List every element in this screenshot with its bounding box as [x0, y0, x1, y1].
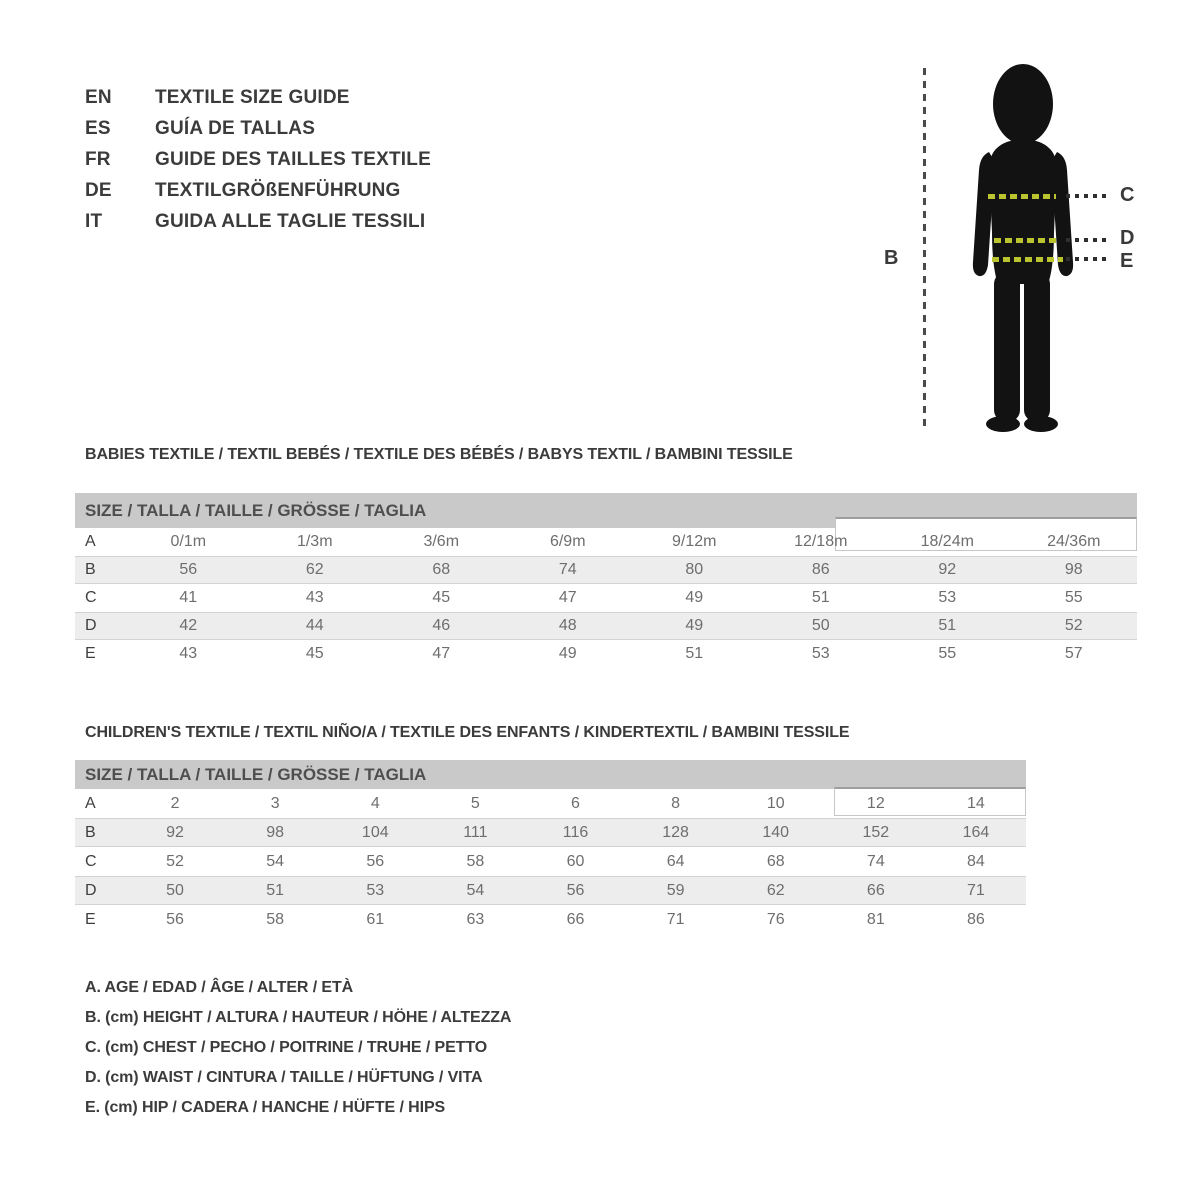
table-cell: 3/6m — [423, 533, 460, 550]
table-cell: 76 — [766, 910, 785, 928]
table-cell: 66 — [566, 910, 585, 928]
table-cell: 47 — [432, 645, 451, 662]
table-body — [75, 528, 1137, 668]
table-cell: 58 — [266, 910, 285, 928]
table-row — [75, 640, 1137, 668]
table-row — [75, 876, 1026, 905]
child-silhouette-icon — [960, 62, 1080, 436]
chest-measure-line — [988, 194, 1056, 199]
language-row-en — [85, 82, 431, 113]
table-cell: 64 — [666, 852, 685, 870]
table-cell: 54 — [266, 852, 285, 870]
table-cell: 56 — [179, 561, 198, 578]
table-cell: 14 — [967, 794, 985, 812]
table-body — [75, 789, 1026, 934]
row-label: D — [85, 617, 97, 634]
table-cell: 61 — [366, 910, 385, 928]
table-cell: 8 — [671, 794, 681, 812]
table-cell: 104 — [361, 823, 389, 841]
table-cell: 116 — [562, 823, 589, 841]
language-title: TEXTILGRÖßENFÜHRUNG — [155, 179, 401, 201]
row-label: E — [85, 910, 96, 928]
row-label: E — [85, 645, 96, 662]
height-dashed-line — [923, 68, 926, 430]
table-cell: 49 — [558, 645, 577, 662]
language-title: GUÍA DE TALLAS — [155, 117, 316, 139]
table-cell: 53 — [811, 645, 830, 662]
table-cell: 86 — [811, 561, 830, 578]
measurement-legend — [85, 973, 511, 1123]
babies-section-title: BABIES TEXTILE / TEXTIL BEBÉS / TEXTILE DES BÉBÉS / BABYS TEXTIL / BAMBINI TESSILE — [85, 446, 793, 463]
table-row — [75, 528, 1137, 556]
table-cell: 5 — [470, 794, 480, 812]
language-row-fr — [85, 144, 431, 175]
table-cell: 51 — [685, 645, 704, 662]
table-cell: 66 — [866, 881, 885, 899]
table-cell: 63 — [466, 910, 485, 928]
legend-height: B. (cm) HEIGHT / ALTURA / HAUTEUR / HÖHE / ALTEZZA — [85, 1009, 512, 1026]
language-title: GUIDE DES TAILLES TEXTILE — [155, 148, 431, 170]
table-cell: 60 — [566, 852, 585, 870]
table-cell: 92 — [166, 823, 184, 841]
table-cell: 12 — [866, 794, 885, 812]
table-cell: 98 — [1064, 561, 1083, 578]
language-code: FR — [85, 148, 111, 170]
legend-chest: C. (cm) CHEST / PECHO / POITRINE / TRUHE / PETTO — [85, 1039, 488, 1056]
table-cell: 152 — [862, 823, 890, 841]
table-cell: 80 — [685, 561, 704, 578]
row-label: B — [85, 823, 96, 841]
waist-measure-line — [994, 238, 1060, 243]
hip-leader-dots — [1066, 257, 1110, 261]
table-cell: 4 — [370, 794, 380, 812]
table-cell: 45 — [432, 589, 451, 606]
chest-label: C — [1120, 184, 1135, 206]
language-code: DE — [85, 179, 112, 201]
table-cell: 49 — [685, 617, 704, 634]
legend-age: A. AGE / EDAD / ÂGE / ALTER / ETÀ — [85, 979, 354, 996]
table-cell: 68 — [766, 852, 785, 870]
table-cell: 92 — [938, 561, 957, 578]
table-cell: 51 — [938, 617, 957, 634]
table-cell: 56 — [166, 910, 184, 928]
row-label: A — [85, 794, 96, 812]
table-cell: 42 — [179, 617, 198, 634]
children-size-table — [75, 760, 1026, 934]
language-list — [85, 82, 431, 237]
table-cell: 71 — [967, 881, 985, 899]
table-row — [75, 847, 1026, 876]
hip-measure-line — [992, 257, 1063, 262]
table-cell: 47 — [558, 589, 577, 606]
table-cell: 46 — [432, 617, 451, 634]
table-cell: 86 — [967, 910, 985, 928]
table-cell: 68 — [432, 561, 451, 578]
table-cell: 55 — [938, 645, 957, 662]
table-cell: 56 — [366, 852, 385, 870]
table-cell: 18/24m — [920, 533, 974, 550]
table-cell: 55 — [1064, 589, 1083, 606]
language-title: TEXTILE SIZE GUIDE — [155, 86, 350, 108]
row-label: A — [85, 533, 96, 550]
language-code: ES — [85, 117, 111, 139]
legend-hip: E. (cm) HIP / CADERA / HANCHE / HÜFTE / HIPS — [85, 1099, 446, 1116]
table-cell: 45 — [305, 645, 324, 662]
table-cell: 12/18m — [794, 533, 848, 550]
row-label: C — [85, 589, 97, 606]
waist-leader-dots — [1066, 238, 1110, 242]
table-cell: 6 — [571, 794, 580, 812]
table-cell: 49 — [685, 589, 704, 606]
table-cell: 81 — [866, 910, 885, 928]
language-code: EN — [85, 86, 112, 108]
table-cell: 52 — [1064, 617, 1083, 634]
table-row — [75, 556, 1137, 584]
table-cell: 9/12m — [672, 533, 717, 550]
table-cell: 111 — [463, 823, 488, 841]
table-cell: 48 — [558, 617, 577, 634]
table-cell: 51 — [811, 589, 830, 606]
table-cell: 1/3m — [296, 533, 333, 550]
table-cell: 43 — [179, 645, 198, 662]
table-row — [75, 612, 1137, 640]
babies-size-table — [75, 493, 1137, 668]
table-cell: 43 — [305, 589, 324, 606]
row-label: D — [85, 881, 97, 899]
language-row-es — [85, 113, 431, 144]
table-row — [75, 584, 1137, 612]
size-header-band: SIZE / TALLA / TAILLE / GRÖSSE / TAGLIA — [75, 760, 1026, 789]
table-row — [75, 789, 1026, 818]
hip-label: E — [1120, 250, 1134, 272]
table-cell: 10 — [766, 794, 785, 812]
table-cell: 74 — [558, 561, 577, 578]
waist-label: D — [1120, 227, 1135, 249]
table-cell: 71 — [666, 910, 685, 928]
table-cell: 53 — [938, 589, 957, 606]
table-cell: 41 — [179, 589, 198, 606]
table-cell: 140 — [762, 823, 790, 841]
table-cell: 6/9m — [549, 533, 586, 550]
table-cell: 74 — [866, 852, 885, 870]
language-row-de — [85, 175, 431, 206]
size-header-band: SIZE / TALLA / TAILLE / GRÖSSE / TAGLIA — [75, 493, 1137, 528]
table-cell: 50 — [811, 617, 830, 634]
table-cell: 84 — [967, 852, 985, 870]
children-section-title: CHILDREN'S TEXTILE / TEXTIL NIÑO/A / TEXTILE DES ENFANTS / KINDERTEXTIL / BAMBINI TESSILE — [85, 724, 850, 741]
table-cell: 57 — [1064, 645, 1083, 662]
table-cell: 3 — [270, 794, 280, 812]
row-label: B — [85, 561, 96, 578]
height-label: B — [884, 247, 899, 269]
table-cell: 44 — [305, 617, 324, 634]
table-cell: 56 — [566, 881, 585, 899]
table-cell: 53 — [366, 881, 385, 899]
table-cell: 164 — [962, 823, 990, 841]
language-row-it — [85, 206, 431, 237]
table-cell: 0/1m — [170, 533, 207, 550]
table-cell: 51 — [266, 881, 285, 899]
row-label: C — [85, 852, 97, 870]
chest-leader-dots — [1066, 194, 1110, 198]
table-cell: 52 — [166, 852, 184, 870]
table-cell: 24/36m — [1047, 533, 1101, 550]
table-cell: 62 — [305, 561, 324, 578]
language-code: IT — [85, 210, 103, 232]
table-cell: 2 — [170, 794, 180, 812]
table-cell: 59 — [666, 881, 685, 899]
table-row — [75, 818, 1026, 847]
legend-waist: D. (cm) WAIST / CINTURA / TAILLE / HÜFTUNG / VITA — [85, 1069, 483, 1086]
table-cell: 62 — [766, 881, 785, 899]
table-row — [75, 905, 1026, 934]
table-cell: 58 — [466, 852, 485, 870]
table-cell: 128 — [662, 823, 689, 841]
table-cell: 98 — [266, 823, 285, 841]
table-cell: 54 — [466, 881, 485, 899]
language-title: GUIDA ALLE TAGLIE TESSILI — [155, 210, 426, 232]
table-cell: 50 — [166, 881, 184, 899]
